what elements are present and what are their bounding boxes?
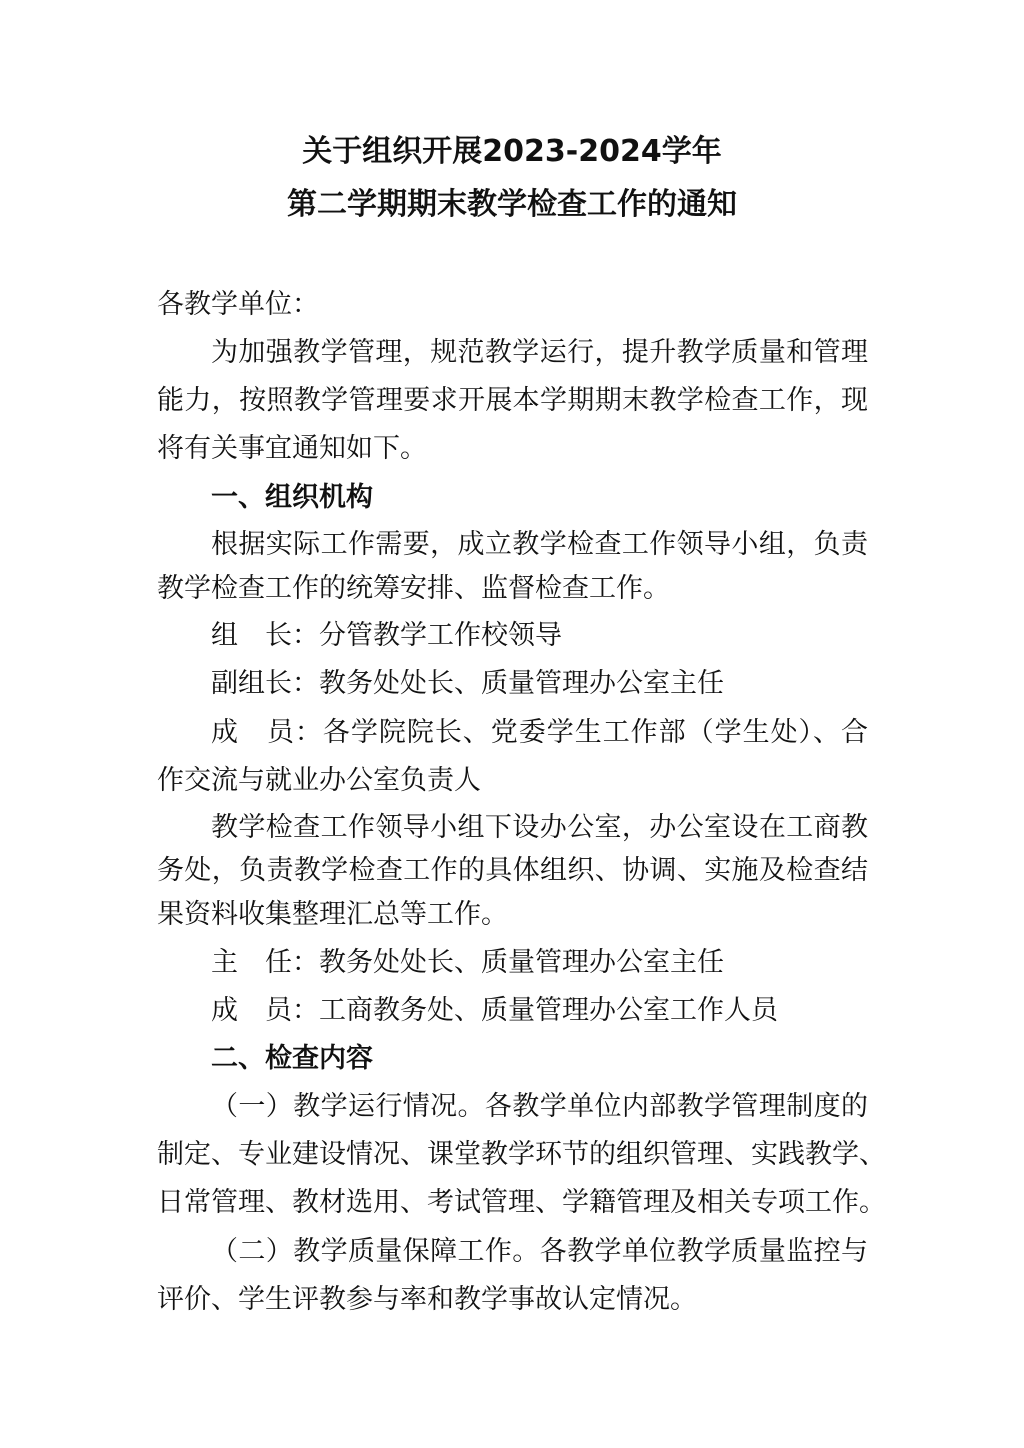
paragraph-line: （一）教学运行情况。各教学单位内部教学管理制度的 [211, 1091, 868, 1122]
paragraph-line: 务处，负责教学检查工作的具体组织、协调、实施及检查结 [157, 855, 868, 886]
document-title-line-2: 第二学期期末教学检查工作的通知 [287, 187, 737, 222]
document-title-line-1: 关于组织开展2023-2024学年 [302, 134, 722, 169]
role-line: 组 长：分管教学工作校领导 [211, 620, 562, 651]
role-line: 作交流与就业办公室负责人 [157, 765, 481, 796]
role-line: 成 员：工商教务处、质量管理办公室工作人员 [211, 995, 778, 1026]
paragraph-line: 教学检查工作的统筹安排、监督检查工作。 [157, 573, 670, 604]
paragraph-line: 评价、学生评教参与率和教学事故认定情况。 [157, 1284, 697, 1315]
paragraph-line: 果资料收集整理汇总等工作。 [157, 899, 508, 930]
role-line: 主 任：教务处处长、质量管理办公室主任 [211, 947, 724, 978]
paragraph-line: 根据实际工作需要，成立教学检查工作领导小组，负责 [211, 529, 868, 560]
section-heading: 一、组织机构 [211, 482, 373, 513]
paragraph-line: 将有关事宜通知如下。 [157, 433, 427, 464]
paragraph-line: 为加强教学管理，规范教学运行，提升教学质量和管理 [211, 337, 868, 368]
salutation: 各教学单位： [157, 289, 319, 320]
paragraph-line: （二）教学质量保障工作。各教学单位教学质量监控与 [211, 1236, 868, 1267]
role-line: 成 员：各学院院长、党委学生工作部（学生处）、合 [211, 717, 868, 748]
section-heading: 二、检查内容 [211, 1043, 373, 1074]
paragraph-line: 教学检查工作领导小组下设办公室，办公室设在工商教 [211, 812, 868, 843]
paragraph-line: 能力，按照教学管理要求开展本学期期末教学检查工作，现 [157, 385, 868, 416]
paragraph-line: 制定、专业建设情况、课堂教学环节的组织管理、实践教学、 [157, 1139, 886, 1170]
role-line: 副组长：教务处处长、质量管理办公室主任 [211, 668, 724, 699]
paragraph-line: 日常管理、教材选用、考试管理、学籍管理及相关专项工作。 [157, 1187, 886, 1218]
